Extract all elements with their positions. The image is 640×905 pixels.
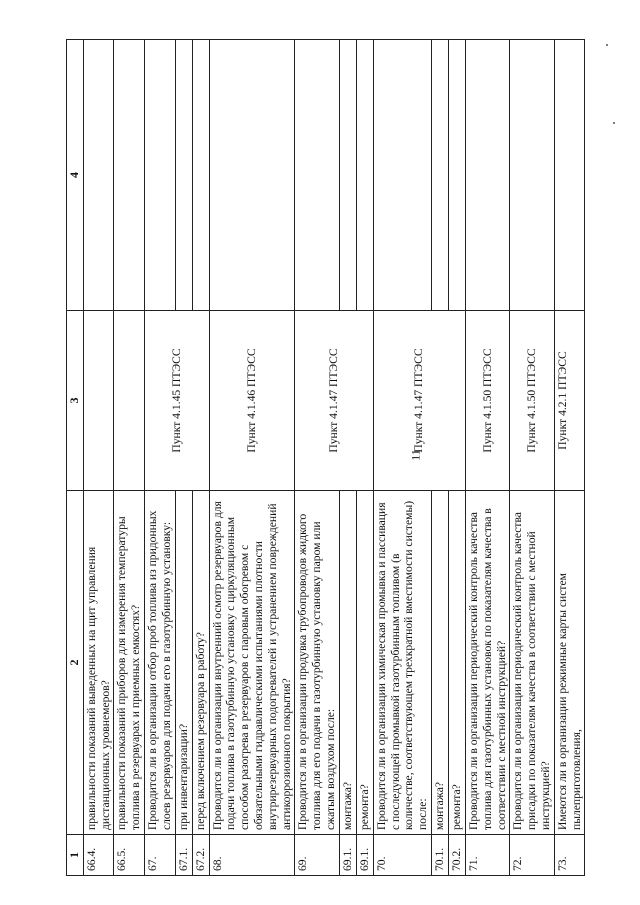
row-answer-cell xyxy=(175,40,192,311)
row-answer-cell xyxy=(83,40,114,311)
scan-speck xyxy=(613,122,615,124)
row-number: 69. xyxy=(295,835,339,876)
row-question: Проводится ли в организации продувка трубопроводов жидкого топлива для его подачи в газотурбинную установку паром или сжатым воздухом после: xyxy=(295,491,339,835)
row-number: 71. xyxy=(465,835,509,876)
table-row xyxy=(373,40,431,876)
row-number: 67. xyxy=(144,835,175,876)
row-question: Проводится ли в организации химическая промывка и пассивация с последующей промывкой газотурбинным топливом (в количестве, соответствующем трехкратной вместимости системы) после: xyxy=(373,491,431,835)
row-question: правильности показаний приборов для измерения температуры топлива в резервуарах и приемных емкостях? xyxy=(114,491,145,835)
header-col-2: 2 xyxy=(67,491,84,835)
row-reference: Пункт 4.1.47 ПТЭСС xyxy=(295,311,373,491)
row-answer-cell xyxy=(448,40,465,311)
row-number: 66.4. xyxy=(83,835,114,876)
row-answer-cell xyxy=(339,40,356,311)
row-number: 67.1. xyxy=(175,835,192,876)
table-row xyxy=(209,40,295,876)
row-answer-cell xyxy=(356,40,373,311)
row-question: ремонта? xyxy=(448,491,465,835)
row-answer-cell xyxy=(192,40,209,311)
table-row xyxy=(510,40,554,876)
row-reference: Пункт 4.1.50 ПТЭСС xyxy=(465,311,509,491)
header-col-3: 3 xyxy=(67,311,84,491)
row-question: монтажа? xyxy=(431,491,448,835)
table-row xyxy=(114,40,145,876)
table-header-row xyxy=(67,40,84,876)
header-col-1: 1 xyxy=(67,835,84,876)
row-question: Проводится ли в организации отбор проб топлива из придонных слоев резервуаров для подачи его в газотурбинную установку: xyxy=(144,491,175,835)
row-number: 70. xyxy=(373,835,431,876)
row-reference: Пункт 4.1.45 ПТЭСС xyxy=(144,311,209,491)
table-row xyxy=(295,40,339,876)
row-answer-cell xyxy=(144,40,175,311)
row-reference: Пункт 4.1.50 ПТЭСС xyxy=(510,311,554,491)
row-question: монтажа? xyxy=(339,491,356,835)
row-number: 68. xyxy=(209,835,295,876)
row-answer-cell xyxy=(114,40,145,311)
row-question: при инвентаризации? xyxy=(175,491,192,835)
row-number: 66.5. xyxy=(114,835,145,876)
row-number: 70.2. xyxy=(448,835,465,876)
inspection-table xyxy=(66,39,585,876)
row-question: Проводится ли в организации периодический контроль качества присадки по показателям качества в соответствии с местной инструкцией? xyxy=(510,491,554,835)
row-question: Имеются ли в организации режимные карты систем пылеприготовления, xyxy=(554,491,585,835)
row-question: перед включением резервуара в работу? xyxy=(192,491,209,835)
row-number: 69.1. xyxy=(356,835,373,876)
row-number: 70.1. xyxy=(431,835,448,876)
row-answer-cell xyxy=(209,40,295,311)
row-question: правильности показаний выведенных на щит управления дистанционных уровнемеров? xyxy=(83,491,114,835)
row-number: 72. xyxy=(510,835,554,876)
table-row xyxy=(465,40,509,876)
row-number: 69.1. xyxy=(339,835,356,876)
row-answer-cell xyxy=(465,40,509,311)
table-row xyxy=(83,40,114,876)
row-question: Проводится ли в организации периодический контроль качества топлива для газотурбинных установок по показателям качества в соответствии с местной инструкцией? xyxy=(465,491,509,835)
scan-speck xyxy=(606,44,608,46)
page-number: 11 xyxy=(408,449,423,461)
table-row xyxy=(144,40,175,876)
row-answer-cell xyxy=(510,40,554,311)
row-number: 73. xyxy=(554,835,585,876)
header-col-4: 4 xyxy=(67,40,84,311)
rotated-table-wrapper xyxy=(66,40,603,876)
row-number: 67.2. xyxy=(192,835,209,876)
row-reference: Пункт 4.2.1 ПТЭСС xyxy=(554,311,585,491)
row-reference xyxy=(83,311,114,491)
row-reference xyxy=(114,311,145,491)
table-row xyxy=(554,40,585,876)
row-answer-cell xyxy=(554,40,585,311)
row-question: Проводится ли в организации внутренний осмотр резервуаров для подачи топлива в газотурбинную установку с циркуляционным способом разогрева в резервуаров с паровым обогревом с обязательными гидравлическими испытаниями плотности внутрирезервуарных подогревателей и устранением повреждений антикоррозионного покрытия? xyxy=(209,491,295,835)
row-question: ремонта? xyxy=(356,491,373,835)
row-reference: Пункт 4.1.47 ПТЭСС xyxy=(373,311,465,491)
row-answer-cell xyxy=(431,40,448,311)
row-answer-cell xyxy=(373,40,431,311)
row-reference: Пункт 4.1.46 ПТЭСС xyxy=(209,311,295,491)
row-answer-cell xyxy=(295,40,339,311)
